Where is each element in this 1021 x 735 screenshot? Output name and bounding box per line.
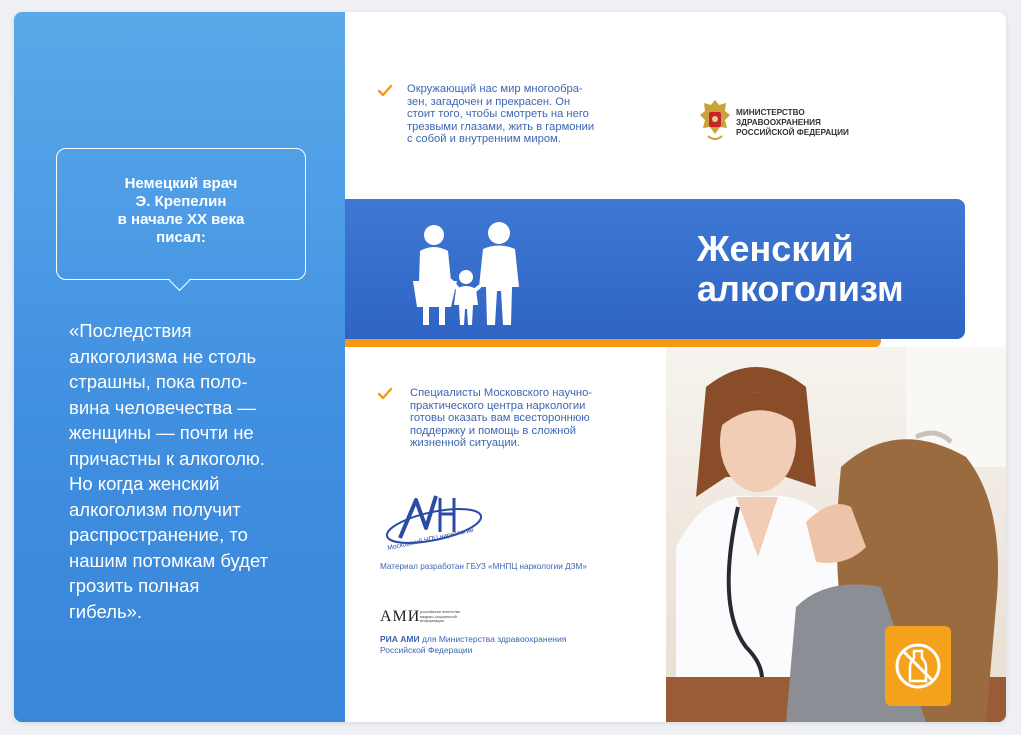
no-bottle-icon	[893, 641, 943, 691]
title-line: Женский	[697, 228, 854, 269]
quote-line: распространение, то	[69, 524, 248, 545]
no-alcohol-badge	[885, 626, 951, 706]
brochure-title	[697, 229, 904, 309]
quote-line: грозить полная	[69, 575, 200, 596]
specialists-line: поддержку и помощь в сложной	[410, 424, 576, 437]
intro-line: с собой и внутренним миром.	[407, 133, 561, 145]
quote-line: причастны к алкоголю.	[69, 447, 265, 469]
doctor-patient-photo	[666, 347, 1006, 722]
intro-line: Окружающий нас мир многообра-	[407, 83, 583, 95]
footnote: Материал разработан ГБУЗ «МНПЦ наркологии ДЗМ»	[380, 562, 587, 571]
quote-line: «Последствия	[69, 320, 192, 341]
ministry-line: РОССИЙСКОЙ ФЕДЕРАЦИИ	[736, 128, 849, 137]
title-banner	[345, 199, 965, 339]
quote-line: страшны, пока поло-	[69, 371, 248, 392]
ami-logo	[380, 608, 500, 630]
orange-stripe	[345, 339, 881, 347]
ria-line: Российской Федерации	[380, 645, 473, 655]
bubble-tail	[169, 270, 190, 291]
checkmark-icon	[378, 84, 392, 98]
mnpc-emblem-icon	[382, 488, 492, 552]
title-line: алкоголизм	[697, 268, 904, 309]
brochure-page	[14, 12, 1006, 722]
specialists-line: готовы оказать вам всестороннюю	[410, 412, 590, 424]
ami-subtitle-line: информации	[420, 618, 444, 623]
quote-line: алкоголизм получит	[69, 498, 241, 520]
quote-line: гибель».	[69, 600, 143, 622]
ministry-line: ЗДРАВООХРАНЕНИЯ	[736, 118, 821, 127]
ami-wordmark: АМИ	[380, 608, 421, 625]
ria-brand: РИА АМИ	[380, 634, 420, 644]
quote-line: нашим потомкам будет	[69, 549, 269, 571]
ria-line: для Министерства здравоохранения	[419, 634, 567, 644]
quote-line: женщины — почти не	[69, 422, 254, 443]
quote-line: алкоголизма не столь	[69, 345, 257, 367]
photo-illustration	[666, 347, 1006, 722]
intro-line: трезвыми глазами, жить в гармонии	[407, 120, 595, 133]
bubble-line: Немецкий врач	[124, 175, 238, 192]
ministry-logo	[698, 96, 898, 146]
coat-of-arms-icon	[698, 96, 732, 146]
bubble-text	[57, 175, 305, 247]
quote-line: вина человечества —	[69, 396, 256, 418]
bubble-line: писал:	[156, 229, 206, 246]
bubble-line: Э. Крепелин	[135, 193, 227, 210]
ami-subtitle-line: медико-социальной	[420, 613, 457, 619]
family-icon	[411, 219, 521, 329]
intro-line: стоит того, чтобы смотреть на него	[407, 108, 589, 120]
specialists-text	[410, 387, 592, 450]
mnpc-caption: Московский НПЦ наркологии	[386, 526, 475, 552]
left-panel	[14, 12, 345, 722]
ami-subtitle	[420, 610, 460, 624]
kraepelin-quote	[69, 318, 339, 624]
ami-subtitle-line: российское агентство	[420, 609, 461, 614]
specialists-line: Специалисты Московского научно-	[410, 387, 593, 399]
intro-text	[407, 83, 594, 146]
speech-bubble	[56, 148, 306, 280]
intro-line: зен, загадочен и прекрасен. Он	[407, 95, 571, 108]
ministry-name	[736, 108, 849, 138]
ria-credit	[380, 634, 566, 656]
ministry-line: МИНИСТЕРСТВО	[736, 108, 805, 117]
specialists-line: жизненной ситуации.	[410, 437, 520, 449]
specialists-line: практического центра наркологии	[410, 399, 586, 412]
checkmark-icon	[378, 387, 392, 401]
mnpc-logo	[382, 488, 492, 552]
quote-line: Но когда женский	[69, 473, 220, 494]
bubble-line: в начале XX века	[117, 211, 245, 228]
